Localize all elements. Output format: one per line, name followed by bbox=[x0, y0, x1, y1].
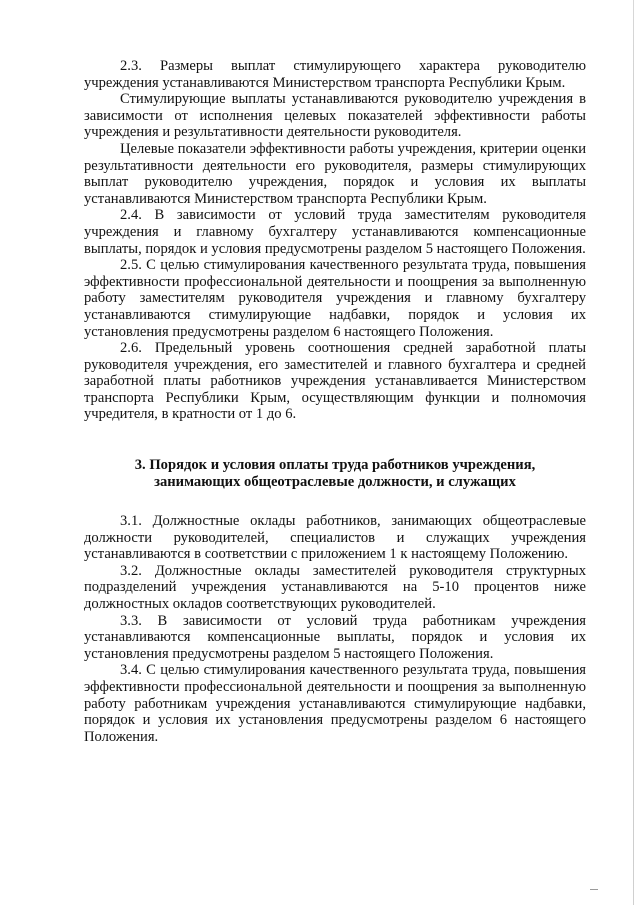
section-3-heading-line1: 3. Порядок и условия оплаты труда работников учреждения, bbox=[134, 457, 536, 474]
paragraph-3-4: 3.4. С целью стимулирования качественного результата труда, повышения эффективности профессиональной деятельности и поощрения за выполненную работу работникам учреждения устанавливаются стимулирующие надбавки, порядок и условия их установления предусмотрены разделом 6 настоящего Положения. bbox=[84, 662, 586, 745]
paragraph-2-3-stimulus: Стимулирующие выплаты устанавливаются руководителю учреждения в зависимости от исполнения целевых показателей эффективности работы учреждения и результативности деятельности руководителя. bbox=[84, 91, 586, 141]
paragraph-2-3: 2.3. Размеры выплат стимулирующего характера руководителю учреждения устанавливаются Министерством транспорта Республики Крым. bbox=[84, 58, 586, 91]
section-gap bbox=[84, 423, 586, 457]
paragraph-2-6: 2.6. Предельный уровень соотношения средней заработной платы руководителя учреждения, его заместителей и главного бухгалтера и средней заработной платы работников учреждения устанавливается Министерством транспорта Республики Крым, осуществляющим функции и полномочия учредителя, в кратности от 1 до 6. bbox=[84, 340, 586, 423]
paragraph-3-1: 3.1. Должностные оклады работников, занимающих общеотраслевые должности руководителей, специалистов и служащих учреждения устанавливаются в соответствии с приложением 1 к настоящему Положению. bbox=[84, 513, 586, 563]
scan-edge-line bbox=[633, 0, 634, 905]
section-3-heading-line2: занимающих общеотраслевые должности, и служащих bbox=[154, 474, 516, 491]
heading-gap bbox=[84, 491, 586, 513]
document-body bbox=[84, 58, 586, 745]
scan-mark bbox=[590, 889, 598, 890]
paragraph-2-3-targets: Целевые показатели эффективности работы учреждения, критерии оценки результативности деятельности его руководителя, размеры стимулирующих выплат руководителю учреждения, порядок и условия их выплаты устанавливаются Министерством транспорта Республики Крым. bbox=[84, 140, 586, 207]
paragraph-2-4: 2.4. В зависимости от условий труда заместителям руководителя учреждения и главному бухгалтеру устанавливаются компенсационные выплаты, порядок и условия предусмотрены разделом 5 настоящего Положения. bbox=[84, 207, 586, 257]
paragraph-2-5: 2.5. С целью стимулирования качественного результата труда, повышения эффективности профессиональной деятельности и поощрения за выполненную работу заместителям руководителя учреждения и главному бухгалтеру устанавливаются стимулирующие надбавки, порядок и условия их установления предусмотрены разделом 6 настоящего Положения. bbox=[84, 257, 586, 340]
paragraph-3-2: 3.2. Должностные оклады заместителей руководителя структурных подразделений учреждения устанавливаются на 5-10 процентов ниже должностных окладов соответствующих руководителей. bbox=[84, 562, 586, 613]
paragraph-3-3: 3.3. В зависимости от условий труда работникам учреждения устанавливаются компенсационные выплаты, порядок и условия их установления предусмотрены разделом 5 настоящего Положения. bbox=[84, 612, 586, 662]
